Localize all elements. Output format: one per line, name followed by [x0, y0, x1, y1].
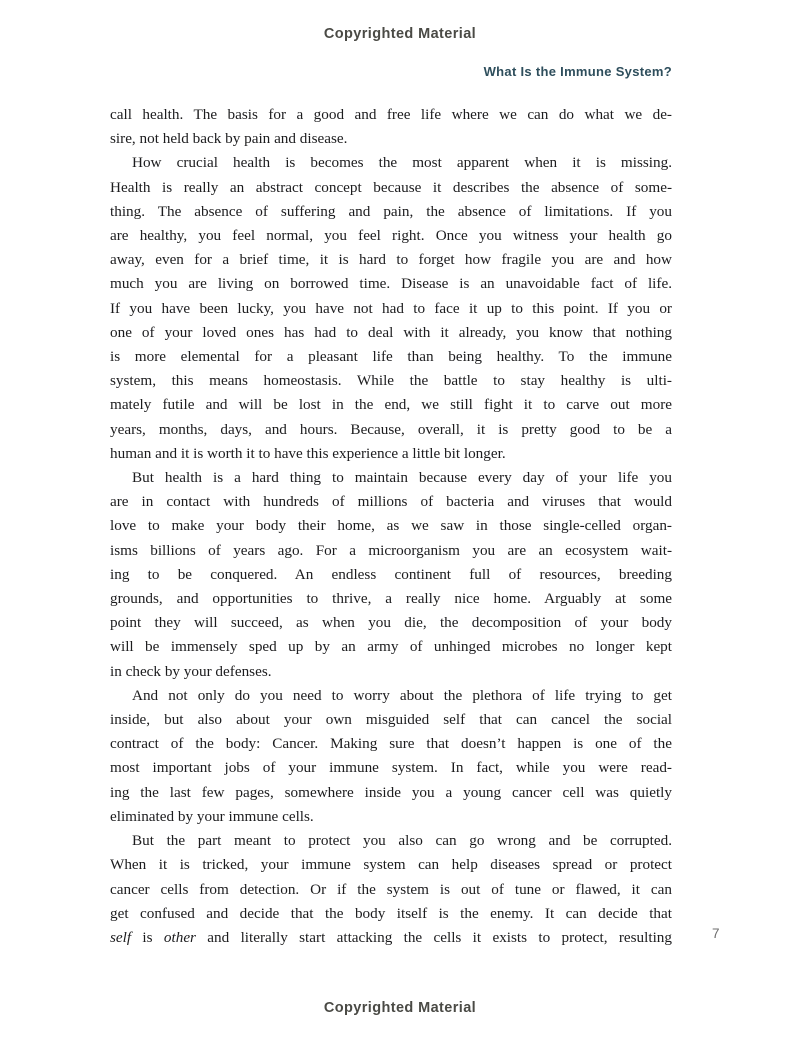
text-segment: grounds, and opportunities to thrive, a really nice home. Arguably at some [110, 590, 672, 608]
text-line [110, 732, 672, 756]
text-line [110, 660, 672, 684]
paragraph [110, 103, 672, 151]
text-line [110, 466, 672, 490]
paragraph [110, 829, 672, 950]
text-line [110, 418, 672, 442]
text-line [110, 345, 672, 369]
text-line [110, 853, 672, 877]
text-segment: But health is a hard thing to maintain because every day of your life you [132, 469, 672, 487]
text-line [110, 369, 672, 393]
text-segment: love to make your body their home, as we saw in those single-celled organ- [110, 517, 672, 535]
text-line [110, 200, 672, 224]
text-segment: call health. The basis for a good and free life where we can do what we de- [110, 106, 672, 123]
text-line [110, 224, 672, 248]
paragraph [110, 684, 672, 829]
text-line [110, 176, 672, 200]
text-segment: away, even for a brief time, it is hard to forget how fragile you are and how [110, 251, 672, 269]
text-line [110, 611, 672, 635]
text-line [110, 587, 672, 611]
text-line [110, 878, 672, 902]
text-segment: thing. The absence of suffering and pain, the absence of limitations. If you [110, 202, 672, 220]
text-line [110, 902, 672, 926]
copyright-notice-bottom: Copyrighted Material [323, 1000, 477, 1016]
text-segment: in check by your defenses. [110, 662, 272, 680]
text-line [110, 297, 672, 321]
text-line [110, 272, 672, 296]
text-segment: But the part meant to protect you also can go wrong and be corrupted. [132, 832, 672, 850]
text-line [110, 684, 672, 708]
text-segment: contract of the body: Cancer. Making sure that doesn’t happen is one of the [110, 735, 672, 753]
body-text [110, 103, 672, 950]
text-line [110, 393, 672, 417]
text-segment: Health is really an abstract concept because it describes the absence of some- [110, 178, 672, 196]
text-line [110, 490, 672, 514]
text-segment: point they will succeed, as when you die, the decomposition of your body [110, 614, 672, 632]
text-segment: and literally start attacking the cells it exists to protect, resulting [195, 928, 672, 946]
text-segment: human and it is worth it to have this experience a little bit longer. [110, 444, 506, 462]
text-segment: When it is tricked, your immune system can help diseases spread or protect [110, 856, 672, 874]
text-segment: isms billions of years ago. For a microorganism you are an ecosystem wait- [110, 541, 672, 559]
running-header: What Is the Immune System? [483, 64, 672, 79]
text-line [110, 805, 672, 829]
copyright-notice-top: Copyrighted Material [323, 26, 477, 42]
text-segment: cancer cells from detection. Or if the system is out of tune or flawed, it can [110, 880, 672, 898]
paragraph [110, 151, 672, 466]
text-line [110, 781, 672, 805]
emphasized-text: other [163, 928, 196, 946]
text-segment: eliminated by your immune cells. [110, 807, 314, 825]
text-line [110, 756, 672, 780]
text-segment: will be immensely sped up by an army of unhinged microbes no longer kept [110, 638, 672, 656]
text-segment: years, months, days, and hours. Because, overall, it is pretty good to be a [110, 420, 672, 438]
text-segment: How crucial health is becomes the most apparent when it is missing. [132, 154, 672, 172]
text-segment: are in contact with hundreds of millions of bacteria and viruses that would [110, 493, 672, 511]
text-segment: much you are living on borrowed time. Disease is an unavoidable fact of life. [110, 275, 672, 293]
text-segment: ing to be conquered. An endless continent full of resources, breeding [110, 565, 672, 583]
text-line [110, 708, 672, 732]
text-segment: ing the last few pages, somewhere inside you a young cancer cell was quietly [110, 783, 672, 801]
text-line [110, 321, 672, 345]
text-line [110, 829, 672, 853]
text-line [110, 127, 672, 151]
page-number: 7 [712, 926, 720, 941]
text-line [110, 539, 672, 563]
text-line [110, 248, 672, 272]
text-line [110, 151, 672, 175]
text-segment: one of your loved ones has had to deal with it already, you know that nothing [110, 323, 672, 341]
text-segment: is more elemental for a pleasant life than being healthy. To the immune [110, 348, 672, 366]
text-line [110, 514, 672, 538]
text-segment: If you have been lucky, you have not had to face it up to this point. If you or [110, 299, 672, 317]
text-line [110, 635, 672, 659]
text-segment: inside, but also about your own misguided self that can cancel the social [110, 711, 672, 729]
text-segment: is [131, 928, 164, 946]
text-line [110, 103, 672, 127]
text-segment: sire, not held back by pain and disease. [110, 130, 348, 148]
text-segment: most important jobs of your immune system. In fact, while you were read- [110, 759, 672, 777]
text-segment: And not only do you need to worry about the plethora of life trying to get [132, 686, 672, 704]
text-segment: get confused and decide that the body itself is the enemy. It can decide that [110, 904, 672, 922]
text-line [110, 926, 672, 950]
emphasized-text: self [110, 928, 132, 946]
text-line [110, 563, 672, 587]
text-line [110, 442, 672, 466]
paragraph [110, 466, 672, 684]
text-segment: system, this means homeostasis. While the battle to stay healthy is ulti- [110, 372, 672, 390]
text-segment: are healthy, you feel normal, you feel right. Once you witness your health go [110, 227, 672, 245]
text-segment: mately futile and will be lost in the end, we still fight it to carve out more [110, 396, 672, 414]
